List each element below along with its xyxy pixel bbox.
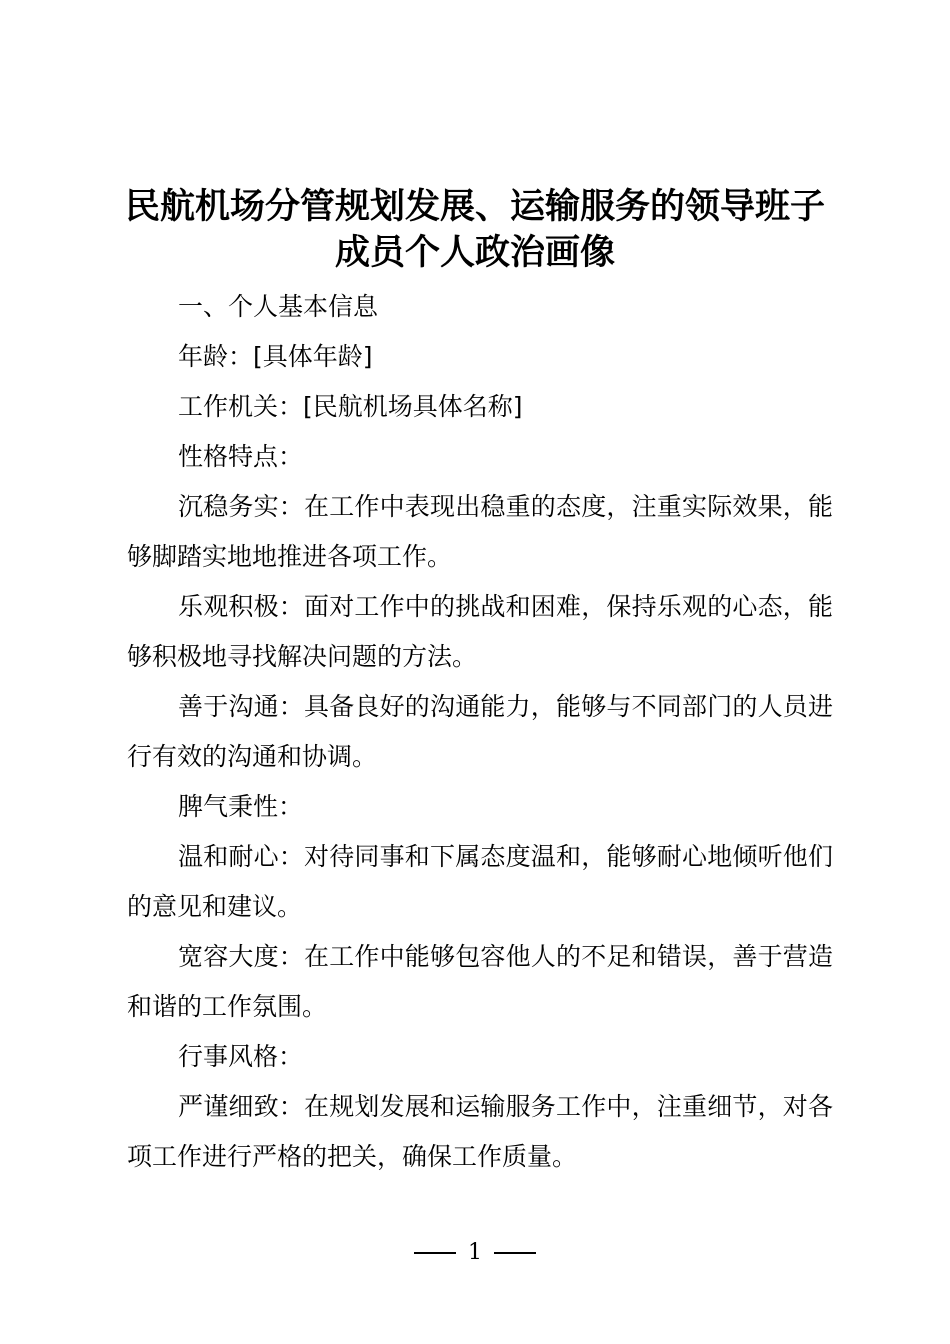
paragraph-optimistic: 乐观积极：面对工作中的挑战和困难，保持乐观的心态，能够积极地寻找解决问题的方法。 — [127, 592, 833, 671]
paragraph-steady-practical: 沉稳务实：在工作中表现出稳重的态度，注重实际效果，能够脚踏实地地推进各项工作。 — [127, 492, 833, 571]
document-body — [127, 282, 833, 1182]
field-work-organ: 工作机关：[民航机场具体名称] — [178, 392, 523, 421]
page-number: 1 — [468, 1240, 482, 1265]
section-heading-basic-info: 一、个人基本信息 — [178, 292, 379, 321]
footer-dash-right — [494, 1252, 536, 1254]
footer-dash-left — [414, 1252, 456, 1254]
paragraph-gentle-patient: 温和耐心：对待同事和下属态度温和，能够耐心地倾听他们的意见和建议。 — [127, 842, 833, 921]
subheading-temperament: 脾气秉性： — [178, 792, 304, 821]
subheading-personality: 性格特点： — [178, 442, 304, 471]
document-title-line-2: 成员个人政治画像 — [334, 233, 615, 273]
page-footer — [0, 1238, 950, 1268]
paragraph-tolerant: 宽容大度：在工作中能够包容他人的不足和错误，善于营造和谐的工作氛围。 — [127, 942, 833, 1021]
subheading-work-style: 行事风格： — [178, 1042, 304, 1071]
paragraph-communication: 善于沟通：具备良好的沟通能力，能够与不同部门的人员进行有效的沟通和协调。 — [127, 692, 833, 771]
paragraph-rigorous: 严谨细致：在规划发展和运输服务工作中，注重细节，对各项工作进行严格的把关，确保工作质量。 — [127, 1092, 833, 1171]
field-age: 年龄：[具体年龄] — [178, 342, 373, 371]
document-title-line-1: 民航机场分管规划发展、运输服务的领导班子 — [124, 187, 825, 227]
